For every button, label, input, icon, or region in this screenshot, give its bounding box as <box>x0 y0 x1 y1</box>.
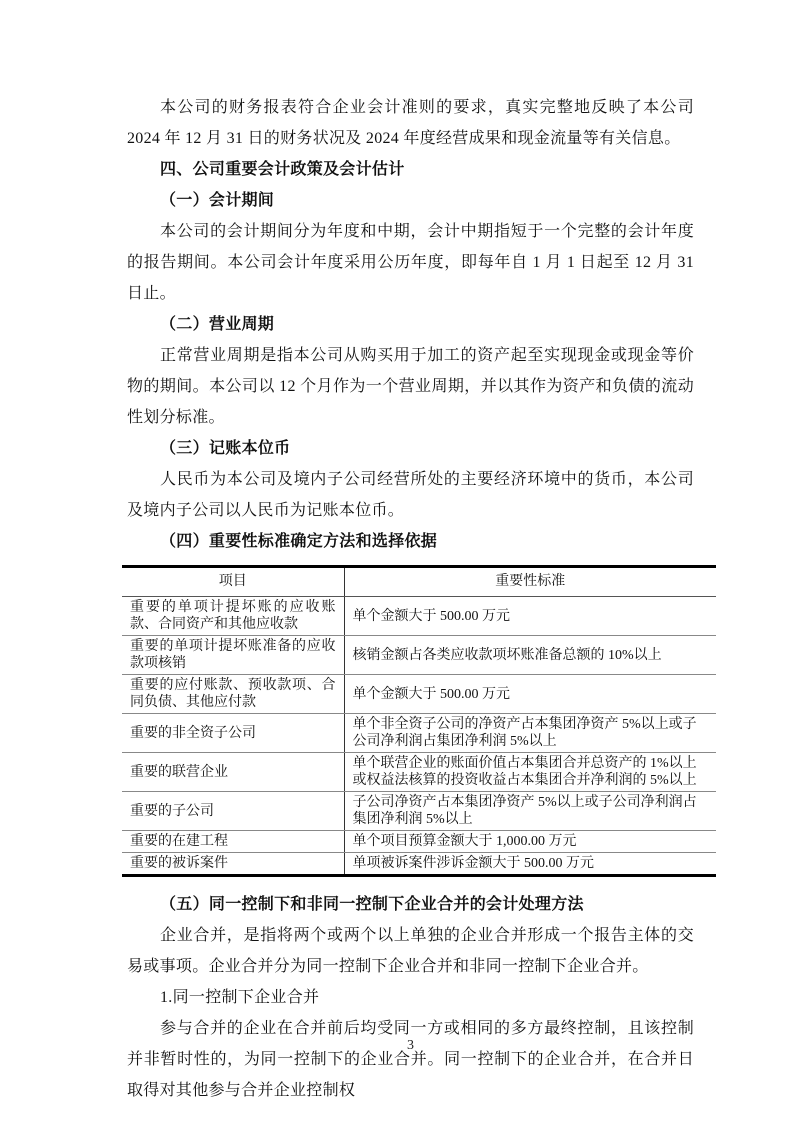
cell-item: 重要的联营企业 <box>122 753 344 792</box>
section-title-operating-cycle: （二）营业周期 <box>160 316 275 333</box>
cell-item: 重要的单项计提坏账的应收账款、合同资产和其他应收款 <box>122 597 344 636</box>
section-title-business-combinations: （五）同一控制下和非同一控制下企业合并的会计处理方法 <box>160 896 584 913</box>
section-title-materiality-criteria: （四）重要性标准确定方法和选择依据 <box>160 533 438 550</box>
cell-criteria: 单项被诉案件涉诉金额大于 500.00 万元 <box>352 856 594 871</box>
cell-item: 重要的非全资子公司 <box>122 714 344 753</box>
cell-item: 重要的子公司 <box>122 792 344 831</box>
paragraph-functional-currency: 人民币为本公司及境内子公司经营所处的主要经济环境中的货币，本公司及境内子公司以人民币为记账本位币。 <box>127 471 694 519</box>
table-row <box>122 636 716 675</box>
cell-criteria: 核销金额占各类应收款项坏账准备总额的 10%以上 <box>344 636 716 675</box>
table-row <box>122 831 716 853</box>
cell-criteria: 单个金额大于 500.00 万元 <box>344 597 716 636</box>
table-row <box>122 597 716 636</box>
main-heading: 四、公司重要会计政策及会计估计 <box>160 161 405 178</box>
paragraph-operating-cycle: 正常营业周期是指本公司从购买用于加工的资产起至实现现金或现金等价物的期间。本公司以 12 个月作为一个营业周期，并以其作为资产和负债的流动性划分标准。 <box>127 347 694 426</box>
table-row <box>122 753 716 792</box>
cell-item: 重要的单项计提坏账准备的应收款项核销 <box>122 636 344 675</box>
materiality-table <box>122 565 716 877</box>
column-header-item: 项目 <box>122 567 344 597</box>
section-title-functional-currency: （三）记账本位币 <box>160 440 291 457</box>
cell-item: 重要的在建工程 <box>122 831 344 853</box>
table-row <box>122 853 716 876</box>
cell-criteria: 单个项目预算金额大于 1,000.00 万元 <box>344 831 716 853</box>
cell-criteria: 单个联营企业的账面价值占本集团合并总资产的 1%以上或权益法核算的投资收益占本集团合并净利润的 5%以上 <box>344 753 716 792</box>
table-header-row <box>122 567 716 597</box>
table-row <box>122 675 716 714</box>
section-title-accounting-period: （一）会计期间 <box>160 192 275 209</box>
cell-item: 重要的应付账款、预收款项、合同负债、其他应付款 <box>122 675 344 714</box>
intro-paragraph: 本公司的财务报表符合企业会计准则的要求，真实完整地反映了本公司 2024 年 12 月 31 日的财务状况及 2024 年度经营成果和现金流量等有关信息。 <box>127 99 694 147</box>
cell-criteria: 单个金额大于 500.00 万元 <box>344 675 716 714</box>
paragraph-accounting-period: 本公司的会计期间分为年度和中期，会计中期指短于一个完整的会计年度的报告期间。本公司会计年度采用公历年度，即每年自 1 月 1 日起至 12 月 31 日止。 <box>127 223 694 302</box>
column-header-criteria: 重要性标准 <box>344 567 716 597</box>
page-number: 3 <box>407 1038 414 1053</box>
table-row <box>122 792 716 831</box>
paragraph-business-combinations: 企业合并，是指将两个或两个以上单独的企业合并形成一个报告主体的交易或事项。企业合并分为同一控制下企业合并和非同一控制下企业合并。 <box>127 927 694 975</box>
paragraph-same-control: 参与合并的企业在合并前后均受同一方或相同的多方最终控制，且该控制并非暂时性的，为同一控制下的企业合并。同一控制下的企业合并，在合并日取得对其他参与合并企业控制权 <box>127 1020 694 1099</box>
cell-criteria: 单个非全资子公司的净资产占本集团净资产 5%以上或子公司净利润占集团净利润 5%以上 <box>344 714 716 753</box>
cell-criteria: 子公司净资产占本集团净资产 5%以上或子公司净利润占集团净利润 5%以上 <box>344 792 716 831</box>
cell-item: 重要的被诉案件 <box>122 853 344 876</box>
subheading-same-control: 1.同一控制下企业合并 <box>160 989 320 1006</box>
table-row <box>122 714 716 753</box>
